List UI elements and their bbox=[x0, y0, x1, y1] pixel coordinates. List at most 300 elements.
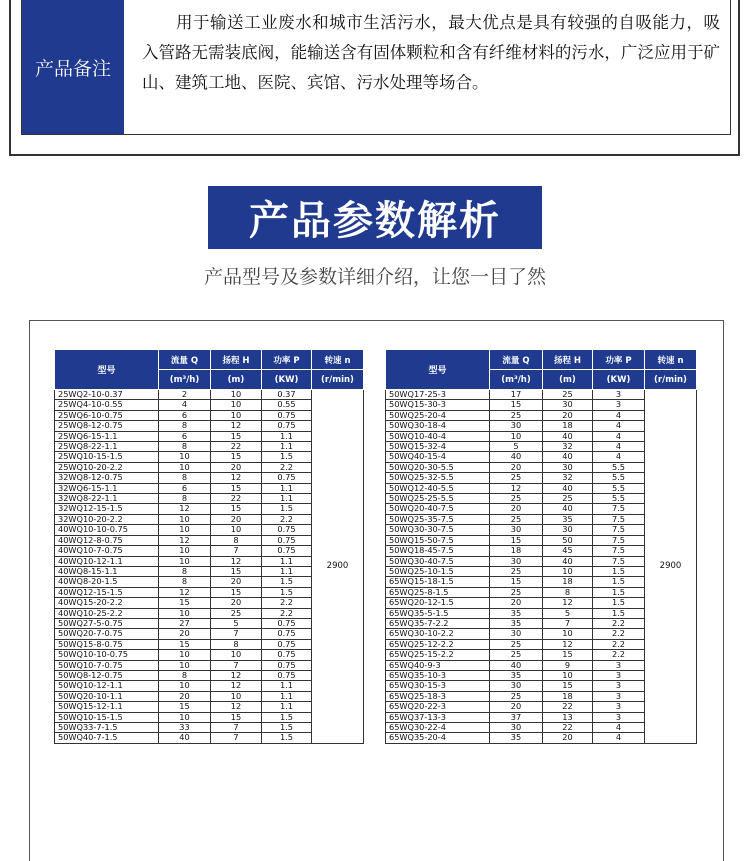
header-flow: 流量 Q bbox=[159, 350, 211, 370]
cell-head: 20 bbox=[211, 577, 262, 587]
cell-power: 0.75 bbox=[262, 473, 312, 483]
cell-model: 50WQ20-40-7.5 bbox=[386, 504, 490, 514]
cell-head: 15 bbox=[543, 650, 593, 660]
cell-flow: 10 bbox=[490, 431, 543, 441]
cell-power: 4 bbox=[593, 421, 645, 431]
cell-power: 1.5 bbox=[593, 566, 645, 576]
cell-power: 1.5 bbox=[593, 598, 645, 608]
cell-model: 65WQ25-12-2.2 bbox=[386, 639, 490, 649]
header-model: 型号 bbox=[386, 350, 490, 390]
cell-model: 65WQ25-18-3 bbox=[386, 691, 490, 701]
cell-model: 50WQ10-40-4 bbox=[386, 431, 490, 441]
cell-model: 50WQ10-12-1.1 bbox=[55, 681, 159, 691]
cell-head: 35 bbox=[543, 514, 593, 524]
cell-model: 32WQ12-15-1.5 bbox=[55, 504, 159, 514]
cell-model: 25WQ2-10-0.37 bbox=[55, 390, 159, 400]
cell-model: 50WQ15-32-4 bbox=[386, 442, 490, 452]
cell-model: 50WQ20-10-1.1 bbox=[55, 691, 159, 701]
cell-flow: 15 bbox=[490, 535, 543, 545]
cell-head: 22 bbox=[211, 494, 262, 504]
cell-head: 15 bbox=[211, 587, 262, 597]
cell-model: 65WQ35-10-3 bbox=[386, 670, 490, 680]
cell-head: 13 bbox=[543, 712, 593, 722]
cell-head: 18 bbox=[543, 577, 593, 587]
cell-power: 1.5 bbox=[593, 608, 645, 618]
cell-head: 30 bbox=[543, 462, 593, 472]
cell-flow: 15 bbox=[490, 577, 543, 587]
cell-flow: 12 bbox=[159, 504, 211, 514]
cell-flow: 8 bbox=[159, 421, 211, 431]
cell-flow: 27 bbox=[159, 618, 211, 628]
cell-model: 50WQ30-40-7.5 bbox=[386, 556, 490, 566]
cell-flow: 25 bbox=[490, 473, 543, 483]
cell-model: 25WQ8-12-0.75 bbox=[55, 421, 159, 431]
cell-flow: 8 bbox=[159, 566, 211, 576]
cell-flow: 15 bbox=[159, 598, 211, 608]
cell-flow: 40 bbox=[490, 452, 543, 462]
header-power: 功率 P bbox=[593, 350, 645, 370]
cell-flow: 18 bbox=[490, 546, 543, 556]
product-remark-label: 产品备注 bbox=[22, 0, 124, 134]
cell-power: 4 bbox=[593, 442, 645, 452]
cell-model: 65WQ40-9-3 bbox=[386, 660, 490, 670]
cell-flow: 10 bbox=[159, 712, 211, 722]
cell-head: 18 bbox=[543, 691, 593, 701]
cell-power: 3 bbox=[593, 681, 645, 691]
cell-flow: 25 bbox=[490, 691, 543, 701]
cell-power: 3 bbox=[593, 400, 645, 410]
cell-flow: 30 bbox=[490, 421, 543, 431]
product-remark-panel bbox=[21, 0, 731, 135]
cell-flow: 25 bbox=[490, 494, 543, 504]
cell-head: 8 bbox=[211, 639, 262, 649]
cell-power: 1.5 bbox=[593, 577, 645, 587]
cell-flow: 6 bbox=[159, 483, 211, 493]
cell-head: 10 bbox=[211, 410, 262, 420]
cell-power: 3 bbox=[593, 691, 645, 701]
cell-model: 50WQ30-18-4 bbox=[386, 421, 490, 431]
cell-model: 50WQ15-12-1.1 bbox=[55, 702, 159, 712]
cell-head: 10 bbox=[543, 566, 593, 576]
cell-flow: 20 bbox=[159, 691, 211, 701]
cell-power: 1.5 bbox=[262, 712, 312, 722]
cell-power: 1.5 bbox=[262, 733, 312, 743]
cell-model: 50WQ20-30-5.5 bbox=[386, 462, 490, 472]
cell-head: 22 bbox=[543, 723, 593, 733]
cell-head: 15 bbox=[211, 566, 262, 576]
cell-flow: 8 bbox=[159, 494, 211, 504]
header-head-unit: (m) bbox=[211, 370, 262, 390]
cell-head: 18 bbox=[543, 421, 593, 431]
cell-power: 0.75 bbox=[262, 618, 312, 628]
cell-flow: 30 bbox=[490, 681, 543, 691]
cell-power: 4 bbox=[593, 431, 645, 441]
cell-model: 50WQ10-10-0.75 bbox=[55, 650, 159, 660]
cell-head: 15 bbox=[543, 681, 593, 691]
cell-head: 7 bbox=[543, 618, 593, 628]
cell-flow: 10 bbox=[159, 525, 211, 535]
cell-model: 40WQ10-12-1.1 bbox=[55, 556, 159, 566]
header-power-unit: (KW) bbox=[262, 370, 312, 390]
cell-head: 7 bbox=[211, 723, 262, 733]
cell-head: 7 bbox=[211, 660, 262, 670]
header-flow-unit: (m³/h) bbox=[159, 370, 211, 390]
cell-head: 10 bbox=[543, 629, 593, 639]
cell-model: 25WQ4-10-0.55 bbox=[55, 400, 159, 410]
cell-model: 25WQ6-10-0.75 bbox=[55, 410, 159, 420]
cell-flow: 15 bbox=[490, 400, 543, 410]
cell-power: 1.1 bbox=[262, 442, 312, 452]
cell-model: 50WQ18-45-7.5 bbox=[386, 546, 490, 556]
product-remark-section bbox=[9, 0, 740, 156]
cell-head: 32 bbox=[543, 442, 593, 452]
cell-flow: 25 bbox=[490, 639, 543, 649]
cell-power: 0.37 bbox=[262, 390, 312, 400]
cell-model: 40WQ8-20-1.5 bbox=[55, 577, 159, 587]
cell-flow: 25 bbox=[490, 566, 543, 576]
cell-power: 5.5 bbox=[593, 494, 645, 504]
header-speed-unit: (r/min) bbox=[645, 370, 697, 390]
cell-head: 12 bbox=[211, 473, 262, 483]
header-flow: 流量 Q bbox=[490, 350, 543, 370]
cell-head: 25 bbox=[543, 390, 593, 400]
cell-model: 50WQ12-40-5.5 bbox=[386, 483, 490, 493]
header-speed: 转速 n bbox=[645, 350, 697, 370]
cell-model: 65WQ25-15-2.2 bbox=[386, 650, 490, 660]
cell-power: 4 bbox=[593, 733, 645, 743]
cell-flow: 25 bbox=[490, 514, 543, 524]
cell-flow: 8 bbox=[159, 442, 211, 452]
cell-flow: 15 bbox=[159, 639, 211, 649]
cell-model: 50WQ25-32-5.5 bbox=[386, 473, 490, 483]
cell-head: 40 bbox=[543, 504, 593, 514]
cell-power: 1.5 bbox=[262, 587, 312, 597]
cell-model: 65WQ37-13-3 bbox=[386, 712, 490, 722]
cell-flow: 35 bbox=[490, 618, 543, 628]
cell-flow: 30 bbox=[490, 556, 543, 566]
cell-flow: 10 bbox=[159, 514, 211, 524]
cell-model: 65WQ30-22-4 bbox=[386, 723, 490, 733]
cell-head: 40 bbox=[543, 431, 593, 441]
cell-head: 12 bbox=[211, 556, 262, 566]
cell-model: 32WQ8-22-1.1 bbox=[55, 494, 159, 504]
cell-head: 15 bbox=[211, 712, 262, 722]
cell-model: 65WQ30-15-3 bbox=[386, 681, 490, 691]
cell-model: 65WQ20-12-1.5 bbox=[386, 598, 490, 608]
cell-head: 10 bbox=[211, 650, 262, 660]
cell-head: 22 bbox=[543, 702, 593, 712]
cell-flow: 25 bbox=[490, 650, 543, 660]
cell-flow: 35 bbox=[490, 670, 543, 680]
cell-power: 0.75 bbox=[262, 629, 312, 639]
cell-head: 8 bbox=[211, 535, 262, 545]
cell-head: 12 bbox=[211, 421, 262, 431]
cell-power: 1.5 bbox=[262, 504, 312, 514]
cell-head: 10 bbox=[211, 691, 262, 701]
header-model: 型号 bbox=[55, 350, 159, 390]
cell-head: 40 bbox=[543, 452, 593, 462]
cell-model: 40WQ12-8-0.75 bbox=[55, 535, 159, 545]
cell-flow: 10 bbox=[159, 650, 211, 660]
cell-model: 40WQ8-15-1.1 bbox=[55, 566, 159, 576]
cell-flow: 10 bbox=[159, 681, 211, 691]
cell-head: 10 bbox=[211, 390, 262, 400]
cell-model: 50WQ40-15-4 bbox=[386, 452, 490, 462]
cell-head: 40 bbox=[543, 483, 593, 493]
cell-flow: 8 bbox=[159, 473, 211, 483]
cell-power: 0.75 bbox=[262, 421, 312, 431]
cell-model: 65WQ35-7-2.2 bbox=[386, 618, 490, 628]
cell-flow: 8 bbox=[159, 670, 211, 680]
cell-head: 12 bbox=[211, 702, 262, 712]
cell-power: 7.5 bbox=[593, 504, 645, 514]
cell-model: 50WQ30-30-7.5 bbox=[386, 525, 490, 535]
cell-power: 1.1 bbox=[262, 702, 312, 712]
cell-head: 22 bbox=[211, 442, 262, 452]
cell-power: 3 bbox=[593, 712, 645, 722]
cell-head: 12 bbox=[211, 670, 262, 680]
cell-model: 65WQ25-8-1.5 bbox=[386, 587, 490, 597]
cell-flow: 10 bbox=[159, 660, 211, 670]
cell-model: 32WQ8-12-0.75 bbox=[55, 473, 159, 483]
cell-model: 50WQ25-20-4 bbox=[386, 410, 490, 420]
section-subtitle: 产品型号及参数详细介绍，让您一目了然 bbox=[203, 266, 546, 288]
cell-model: 50WQ17-25-3 bbox=[386, 390, 490, 400]
cell-power: 0.75 bbox=[262, 535, 312, 545]
cell-head: 45 bbox=[543, 546, 593, 556]
header-head: 扬程 H bbox=[211, 350, 262, 370]
cell-power: 1.1 bbox=[262, 494, 312, 504]
cell-power: 1.1 bbox=[262, 681, 312, 691]
cell-head: 20 bbox=[211, 598, 262, 608]
cell-model: 65WQ35-20-4 bbox=[386, 733, 490, 743]
cell-speed: 2900 bbox=[312, 390, 364, 744]
header-head: 扬程 H bbox=[543, 350, 593, 370]
cell-model: 40WQ15-20-2.2 bbox=[55, 598, 159, 608]
cell-power: 5.5 bbox=[593, 473, 645, 483]
cell-model: 50WQ25-10-1.5 bbox=[386, 566, 490, 576]
cell-power: 0.75 bbox=[262, 546, 312, 556]
cell-head: 32 bbox=[543, 473, 593, 483]
cell-head: 15 bbox=[211, 483, 262, 493]
cell-power: 4 bbox=[593, 723, 645, 733]
cell-power: 3 bbox=[593, 702, 645, 712]
cell-flow: 12 bbox=[490, 483, 543, 493]
cell-power: 0.75 bbox=[262, 650, 312, 660]
cell-model: 25WQ6-15-1.1 bbox=[55, 431, 159, 441]
cell-head: 15 bbox=[211, 431, 262, 441]
cell-power: 0.55 bbox=[262, 400, 312, 410]
cell-head: 10 bbox=[211, 400, 262, 410]
cell-flow: 17 bbox=[490, 390, 543, 400]
cell-head: 25 bbox=[543, 494, 593, 504]
cell-flow: 35 bbox=[490, 608, 543, 618]
cell-flow: 25 bbox=[490, 587, 543, 597]
cell-power: 0.75 bbox=[262, 410, 312, 420]
cell-flow: 30 bbox=[490, 525, 543, 535]
cell-power: 2.2 bbox=[262, 514, 312, 524]
cell-head: 5 bbox=[543, 608, 593, 618]
cell-model: 40WQ10-25-2.2 bbox=[55, 608, 159, 618]
cell-flow: 12 bbox=[159, 587, 211, 597]
cell-power: 1.5 bbox=[262, 723, 312, 733]
product-remark-text: 用于输送工业废水和城市生活污水，最大优点是具有较强的自吸能力，吸入管路无需装底阀，能输送含有固体颗粒和含有纤维材料的污水，广泛应用于矿山、建筑工地、医院、宾馆、污水处理等场合。 bbox=[142, 13, 720, 92]
header-head-unit: (m) bbox=[543, 370, 593, 390]
cell-model: 25WQ10-15-1.5 bbox=[55, 452, 159, 462]
cell-model: 25WQ10-20-2.2 bbox=[55, 462, 159, 472]
parameter-table-left bbox=[54, 349, 364, 744]
cell-flow: 12 bbox=[159, 535, 211, 545]
cell-head: 15 bbox=[211, 452, 262, 462]
cell-flow: 10 bbox=[159, 462, 211, 472]
cell-flow: 30 bbox=[490, 629, 543, 639]
cell-model: 50WQ25-35-7.5 bbox=[386, 514, 490, 524]
cell-power: 1.1 bbox=[262, 691, 312, 701]
table-row bbox=[55, 390, 364, 400]
cell-power: 2.2 bbox=[593, 618, 645, 628]
cell-power: 7.5 bbox=[593, 546, 645, 556]
cell-head: 30 bbox=[543, 525, 593, 535]
cell-head: 12 bbox=[211, 681, 262, 691]
cell-power: 1.1 bbox=[262, 556, 312, 566]
cell-power: 2.2 bbox=[593, 629, 645, 639]
cell-head: 9 bbox=[543, 660, 593, 670]
cell-model: 32WQ6-15-1.1 bbox=[55, 483, 159, 493]
section-title: 产品参数解析 bbox=[208, 186, 542, 249]
cell-flow: 40 bbox=[490, 660, 543, 670]
cell-power: 1.1 bbox=[262, 483, 312, 493]
cell-head: 20 bbox=[211, 514, 262, 524]
cell-power: 0.75 bbox=[262, 525, 312, 535]
cell-power: 2.2 bbox=[593, 639, 645, 649]
cell-model: 50WQ8-12-0.75 bbox=[55, 670, 159, 680]
cell-power: 7.5 bbox=[593, 514, 645, 524]
cell-model: 50WQ33-7-1.5 bbox=[55, 723, 159, 733]
cell-model: 65WQ15-18-1.5 bbox=[386, 577, 490, 587]
cell-head: 12 bbox=[543, 639, 593, 649]
cell-power: 7.5 bbox=[593, 556, 645, 566]
cell-model: 65WQ35-5-1.5 bbox=[386, 608, 490, 618]
cell-power: 2.2 bbox=[593, 650, 645, 660]
cell-model: 65WQ20-22-3 bbox=[386, 702, 490, 712]
cell-power: 1.5 bbox=[262, 452, 312, 462]
cell-flow: 20 bbox=[490, 702, 543, 712]
cell-flow: 6 bbox=[159, 410, 211, 420]
cell-flow: 20 bbox=[159, 629, 211, 639]
cell-flow: 25 bbox=[490, 410, 543, 420]
cell-flow: 20 bbox=[490, 504, 543, 514]
cell-flow: 8 bbox=[159, 577, 211, 587]
cell-head: 7 bbox=[211, 546, 262, 556]
cell-flow: 2 bbox=[159, 390, 211, 400]
parameter-tables-frame bbox=[29, 320, 724, 861]
header-power: 功率 P bbox=[262, 350, 312, 370]
cell-model: 25WQ8-22-1.1 bbox=[55, 442, 159, 452]
cell-speed: 2900 bbox=[645, 390, 697, 744]
cell-model: 50WQ15-8-0.75 bbox=[55, 639, 159, 649]
cell-power: 2.2 bbox=[262, 598, 312, 608]
cell-flow: 33 bbox=[159, 723, 211, 733]
cell-power: 0.75 bbox=[262, 639, 312, 649]
header-speed-unit: (r/min) bbox=[312, 370, 364, 390]
cell-head: 20 bbox=[543, 410, 593, 420]
cell-power: 1.5 bbox=[262, 577, 312, 587]
cell-power: 1.5 bbox=[593, 587, 645, 597]
cell-model: 50WQ10-7-0.75 bbox=[55, 660, 159, 670]
cell-head: 5 bbox=[211, 618, 262, 628]
parameter-table-right bbox=[385, 349, 697, 744]
cell-head: 20 bbox=[211, 462, 262, 472]
cell-model: 65WQ30-10-2.2 bbox=[386, 629, 490, 639]
cell-flow: 37 bbox=[490, 712, 543, 722]
cell-power: 5.5 bbox=[593, 462, 645, 472]
cell-model: 50WQ20-7-0.75 bbox=[55, 629, 159, 639]
cell-flow: 20 bbox=[490, 462, 543, 472]
cell-power: 0.75 bbox=[262, 660, 312, 670]
cell-head: 10 bbox=[211, 525, 262, 535]
cell-power: 3 bbox=[593, 660, 645, 670]
cell-power: 7.5 bbox=[593, 535, 645, 545]
cell-head: 10 bbox=[543, 670, 593, 680]
cell-flow: 10 bbox=[159, 546, 211, 556]
cell-power: 3 bbox=[593, 390, 645, 400]
cell-head: 30 bbox=[543, 400, 593, 410]
cell-power: 2.2 bbox=[262, 608, 312, 618]
cell-model: 50WQ27-5-0.75 bbox=[55, 618, 159, 628]
cell-head: 7 bbox=[211, 629, 262, 639]
cell-power: 2.2 bbox=[262, 462, 312, 472]
header-speed: 转速 n bbox=[312, 350, 364, 370]
cell-flow: 6 bbox=[159, 431, 211, 441]
cell-flow: 15 bbox=[159, 702, 211, 712]
cell-model: 50WQ15-30-3 bbox=[386, 400, 490, 410]
cell-power: 0.75 bbox=[262, 670, 312, 680]
cell-head: 15 bbox=[211, 504, 262, 514]
cell-head: 12 bbox=[543, 598, 593, 608]
cell-power: 7.5 bbox=[593, 525, 645, 535]
cell-power: 1.1 bbox=[262, 566, 312, 576]
table-row bbox=[386, 390, 697, 400]
cell-flow: 4 bbox=[159, 400, 211, 410]
cell-flow: 20 bbox=[490, 598, 543, 608]
cell-model: 50WQ40-7-1.5 bbox=[55, 733, 159, 743]
cell-model: 40WQ12-15-1.5 bbox=[55, 587, 159, 597]
cell-flow: 10 bbox=[159, 452, 211, 462]
header-power-unit: (KW) bbox=[593, 370, 645, 390]
cell-power: 5.5 bbox=[593, 483, 645, 493]
cell-head: 40 bbox=[543, 556, 593, 566]
cell-model: 40WQ10-7-0.75 bbox=[55, 546, 159, 556]
cell-power: 4 bbox=[593, 452, 645, 462]
cell-model: 40WQ10-10-0.75 bbox=[55, 525, 159, 535]
cell-head: 7 bbox=[211, 733, 262, 743]
cell-head: 25 bbox=[211, 608, 262, 618]
header-flow-unit: (m³/h) bbox=[490, 370, 543, 390]
cell-model: 50WQ10-15-1.5 bbox=[55, 712, 159, 722]
cell-flow: 35 bbox=[490, 733, 543, 743]
cell-power: 3 bbox=[593, 670, 645, 680]
cell-model: 50WQ15-50-7.5 bbox=[386, 535, 490, 545]
cell-power: 4 bbox=[593, 410, 645, 420]
cell-flow: 40 bbox=[159, 733, 211, 743]
cell-flow: 10 bbox=[159, 556, 211, 566]
cell-model: 50WQ25-25-5.5 bbox=[386, 494, 490, 504]
cell-flow: 5 bbox=[490, 442, 543, 452]
cell-head: 50 bbox=[543, 535, 593, 545]
cell-head: 20 bbox=[543, 733, 593, 743]
cell-flow: 30 bbox=[490, 723, 543, 733]
cell-model: 32WQ10-20-2.2 bbox=[55, 514, 159, 524]
